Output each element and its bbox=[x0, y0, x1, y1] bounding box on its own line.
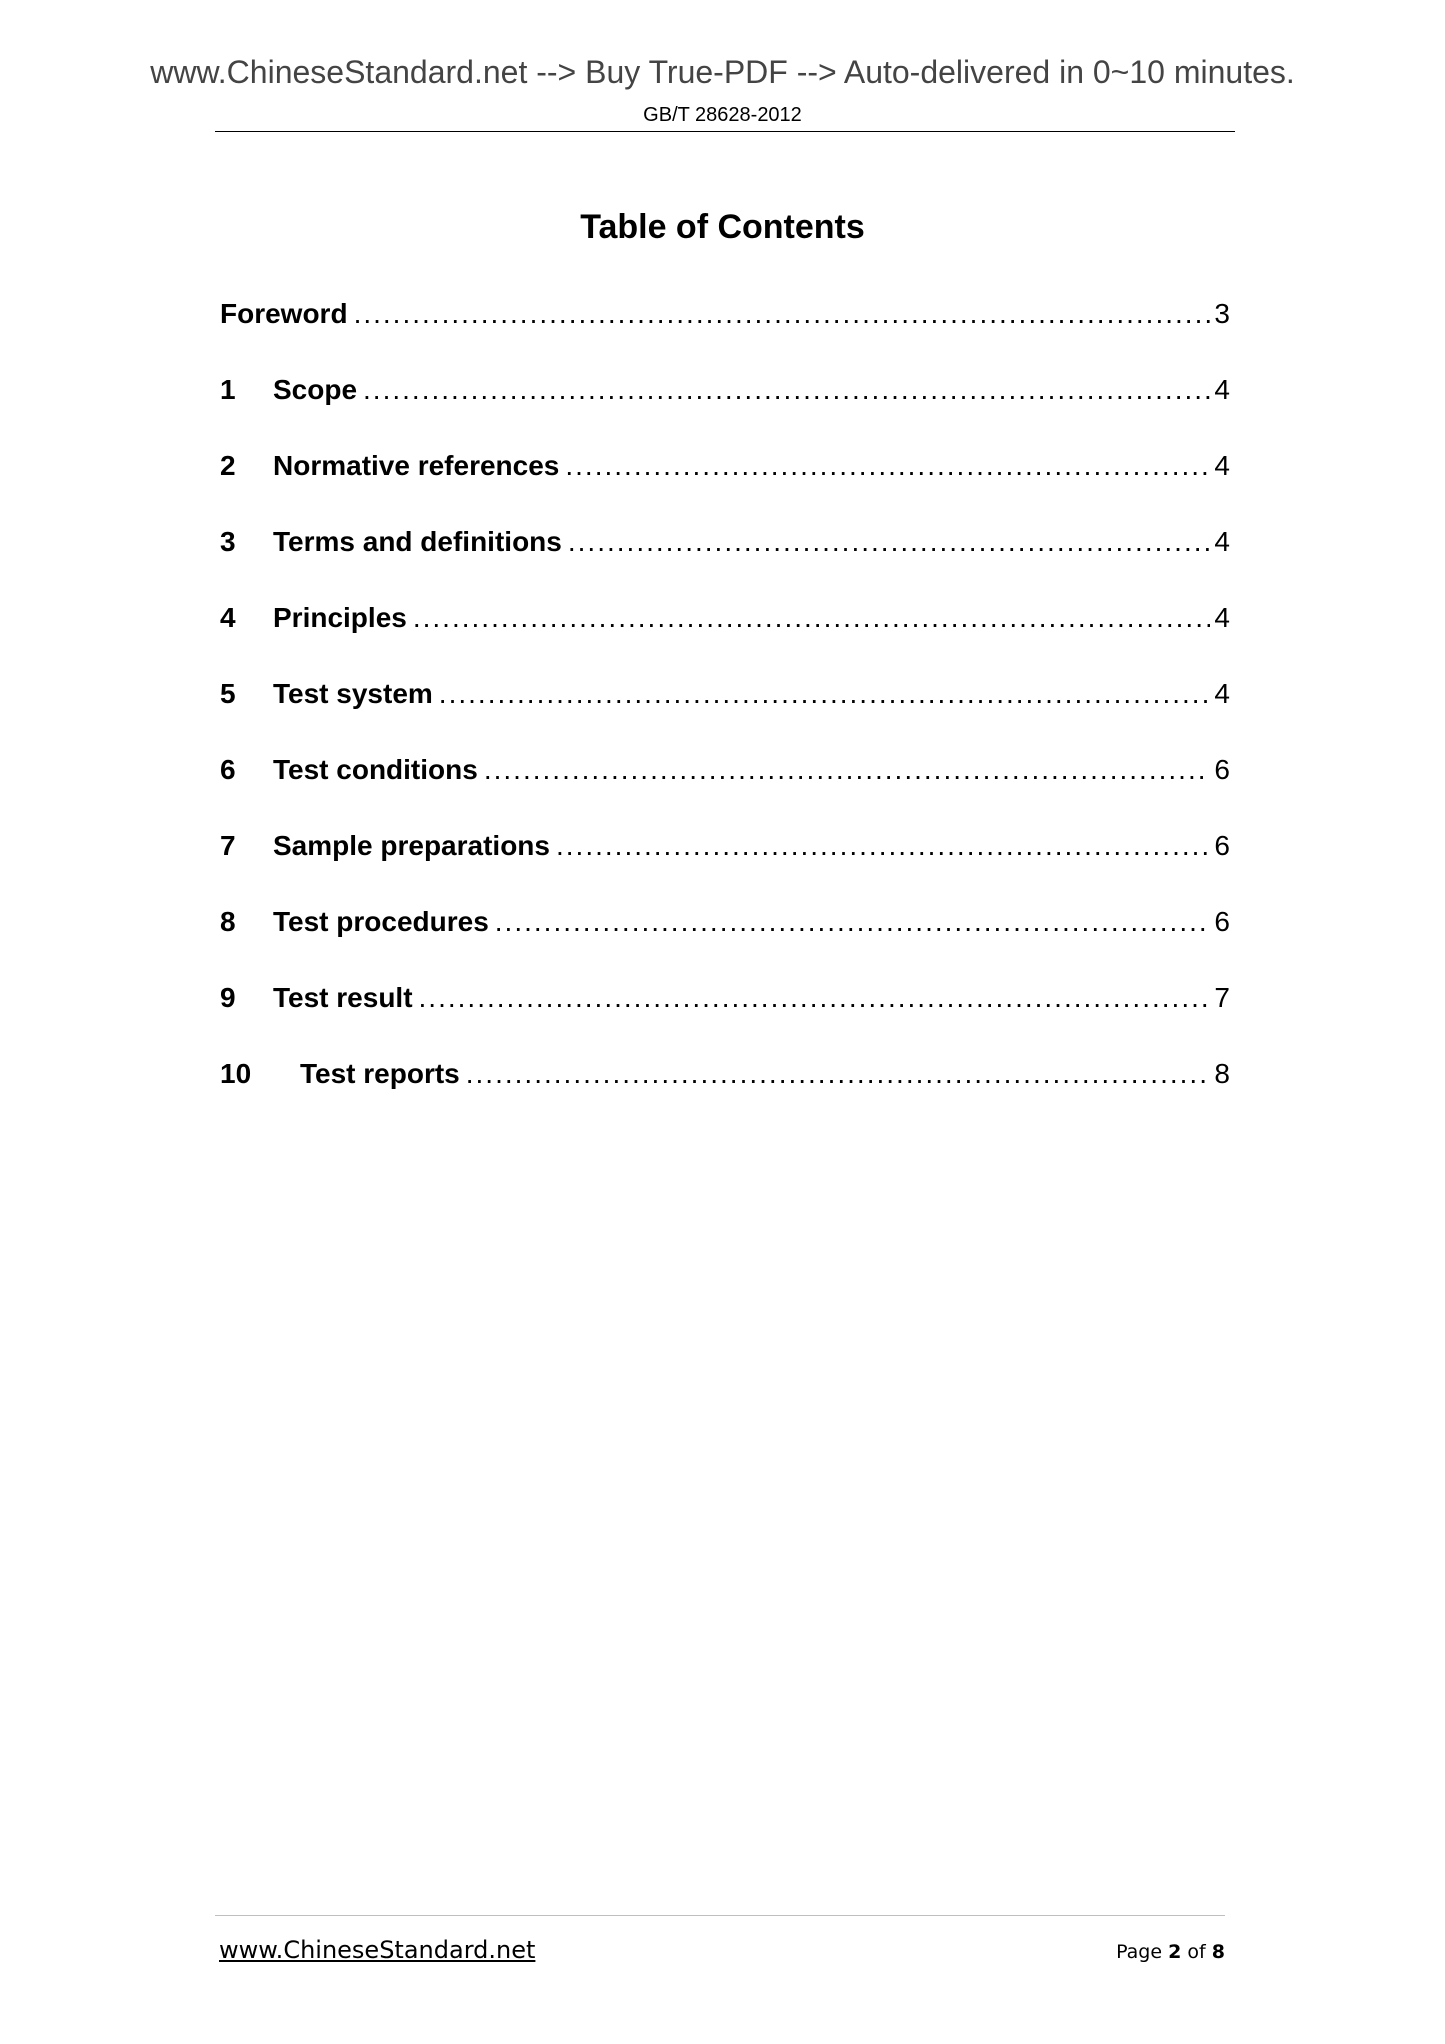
toc-entry-page: 6 bbox=[1214, 830, 1230, 861]
toc-entry-label: Test system bbox=[273, 678, 433, 709]
footer-divider bbox=[215, 1915, 1225, 1916]
toc-dot-leader bbox=[413, 598, 1211, 638]
toc-entry-number: 9 bbox=[220, 982, 236, 1013]
toc-entry-page: 4 bbox=[1214, 526, 1230, 557]
toc-entry-label: Test result bbox=[273, 982, 413, 1013]
toc-dot-leader bbox=[354, 294, 1211, 334]
header-divider bbox=[215, 131, 1235, 132]
page-word: Page bbox=[1116, 1941, 1163, 1963]
toc-entry-page: 4 bbox=[1214, 602, 1230, 633]
toc-list bbox=[220, 294, 1230, 1130]
toc-entry-sample-preparations[interactable] bbox=[220, 826, 1230, 902]
toc-dot-leader bbox=[568, 522, 1211, 562]
toc-entry-label: Normative references bbox=[273, 450, 560, 481]
toc-entry-number: 8 bbox=[220, 906, 236, 937]
toc-dot-leader bbox=[556, 826, 1210, 866]
toc-title: Table of Contents bbox=[580, 208, 865, 246]
toc-entry-test-result[interactable] bbox=[220, 978, 1230, 1054]
toc-entry-test-procedures[interactable] bbox=[220, 902, 1230, 978]
toc-entry-terms-and-definitions[interactable] bbox=[220, 522, 1230, 598]
toc-entry-label: Terms and definitions bbox=[273, 526, 562, 557]
toc-entry-page: 3 bbox=[1214, 298, 1230, 329]
toc-dot-leader bbox=[565, 446, 1210, 486]
toc-entry-number: 3 bbox=[220, 526, 236, 557]
toc-entry-principles[interactable] bbox=[220, 598, 1230, 674]
toc-entry-label: Scope bbox=[273, 374, 358, 405]
toc-entry-number: 6 bbox=[220, 754, 236, 785]
toc-entry-page: 8 bbox=[1214, 1058, 1230, 1089]
toc-entry-foreword[interactable] bbox=[220, 294, 1230, 370]
toc-dot-leader bbox=[363, 370, 1210, 410]
toc-entry-number: 4 bbox=[220, 602, 236, 633]
toc-entry-number: 7 bbox=[220, 830, 236, 861]
site-banner: www.ChineseStandard.net --> Buy True-PDF --> Auto-delivered in 0~10 minutes. bbox=[150, 54, 1295, 90]
toc-entry-number: 1 bbox=[220, 374, 236, 405]
toc-entry-label: Test conditions bbox=[273, 754, 478, 785]
of-word: of bbox=[1187, 1941, 1206, 1963]
toc-dot-leader bbox=[466, 1054, 1211, 1094]
toc-entry-page: 4 bbox=[1214, 450, 1230, 481]
toc-entry-label: Test reports bbox=[300, 1058, 460, 1089]
toc-entry-test-conditions[interactable] bbox=[220, 750, 1230, 826]
toc-entry-page: 4 bbox=[1214, 374, 1230, 405]
toc-entry-normative-references[interactable] bbox=[220, 446, 1230, 522]
toc-dot-leader bbox=[439, 674, 1211, 714]
toc-entry-label: Foreword bbox=[220, 298, 348, 329]
toc-entry-test-reports[interactable] bbox=[220, 1054, 1230, 1130]
toc-entry-number: 2 bbox=[220, 450, 236, 481]
toc-entry-label: Test procedures bbox=[273, 906, 489, 937]
page-indicator bbox=[1116, 1943, 1225, 1962]
toc-entry-test-system[interactable] bbox=[220, 674, 1230, 750]
toc-entry-page: 4 bbox=[1214, 678, 1230, 709]
current-page: 2 bbox=[1168, 1941, 1182, 1963]
toc-entry-page: 7 bbox=[1214, 982, 1230, 1013]
standard-number: GB/T 28628-2012 bbox=[643, 104, 802, 126]
toc-dot-leader bbox=[495, 902, 1211, 942]
toc-entry-number: 10 bbox=[220, 1058, 252, 1089]
footer-site-link[interactable]: www.ChineseStandard.net bbox=[219, 1936, 536, 1964]
toc-entry-label: Principles bbox=[273, 602, 407, 633]
toc-entry-page: 6 bbox=[1214, 754, 1230, 785]
toc-dot-leader bbox=[484, 750, 1211, 790]
total-pages: 8 bbox=[1211, 1941, 1225, 1963]
toc-entry-scope[interactable] bbox=[220, 370, 1230, 446]
toc-entry-label: Sample preparations bbox=[273, 830, 550, 861]
toc-dot-leader bbox=[419, 978, 1211, 1018]
toc-entry-page: 6 bbox=[1214, 906, 1230, 937]
toc-entry-number: 5 bbox=[220, 678, 236, 709]
